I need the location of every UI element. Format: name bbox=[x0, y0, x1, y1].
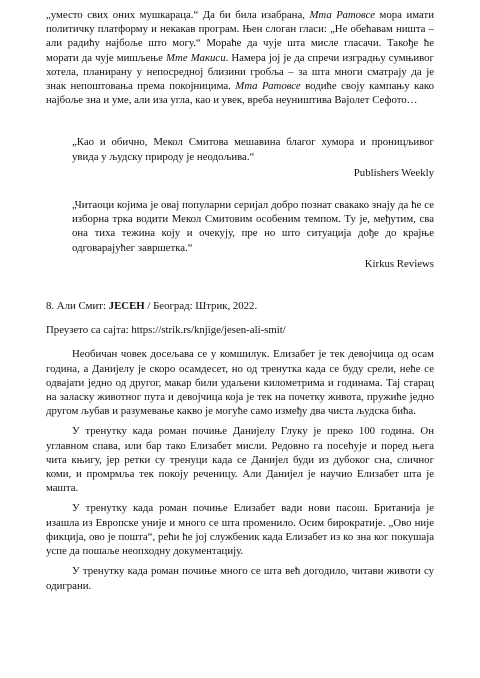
book-title: ЈЕСЕН bbox=[108, 300, 145, 313]
body-paragraph-2: У тренутку када роман почиње Данијелу Глуку је преко 100 година. Он углавном спава, или бар тако Елизабет мисли. Редовно га посећује и поред њега чита књигу, јер ретки су тренуци када се Данијел буди из дубоког сна, сличног коми, и промрмља тек покоју реченицу. Али Данијел је научио Елизабет шта је машта. bbox=[46, 425, 434, 495]
body-paragraph-3: У тренутку када роман почиње Елизабет вади нови пасош. Британија је изашла из Европске уније и много се шта променило. Осим бирократије. „Ово није фикција, ово је пошта“, рећи ће јој службеник када Елизабет из ко зна ког покушаја успе да пошаље неопходну документацију. bbox=[46, 502, 434, 558]
book-entry-heading bbox=[46, 299, 434, 313]
text-run: „уместо свих оних мушкараца.“ Да би била изабрана, bbox=[46, 9, 310, 21]
body-paragraph-4: У тренутку када роман почиње много се шта већ догодило, читави животи су одиграни. bbox=[46, 565, 434, 592]
source-line: Преузето са сајта: https://strik.rs/knjige/jesen-ali-smit/ bbox=[46, 324, 286, 337]
entry-prefix: 8. Али Смит: bbox=[46, 300, 109, 313]
intro-paragraph bbox=[46, 8, 434, 107]
review-source-1: Publishers Weekly bbox=[353, 166, 434, 179]
text-run: водиће своју кампању како најбоље зна и уме, али иза угла, као и увек, вреба неуништива Ваjолет Сефото… bbox=[46, 80, 434, 107]
italic-name: Мте Макиси bbox=[166, 51, 226, 64]
review-quote-2: „Читаоци којима је овај популарни серијал добро познат свакако знају да ће се изборна трка водити Мекол Смитовим особеним темпом. Ту је, међутим, сва она тиха тежина коју и очекују, пре но што ситуација дође до крајње одговарајућег завршетка.“ bbox=[72, 199, 434, 254]
text-run: . Намера јој је да спречи изградњу сумњивог хотела, планирану у непосредној близини гробља – за шта многи сматрају да је знак непоштовања према покојницима. bbox=[46, 51, 434, 93]
italic-name: Мта Ратовсе bbox=[309, 9, 376, 21]
text-run: мора имати политичку платформу и некакав програм. Њен слоган гласи: „Не обећавам ништа – али радићу најбоље што могу.“ Мораће да чује шта мисле гласачи. Такође ће морати да чује мишљење bbox=[46, 9, 434, 64]
review-source-2: Kirkus Reviews bbox=[364, 257, 434, 270]
review-quote-1: „Као и обично, Мекол Смитова мешавина благог хумора и проницљивог увида у људску природу је неодољива.“ bbox=[72, 136, 434, 163]
entry-suffix: / Београд: Штрик, 2022. bbox=[144, 300, 258, 313]
italic-name: Мта Ратовсе bbox=[235, 80, 301, 93]
body-paragraph-1: Необичан човек досељава се у комшилук. Елизабет је тек девојчица од осам година, а Данијелу је скоро осамдесет, но од тренутка када се буду срели, неће се одвајати једно од другог, макар били удаљени километрима и годинама. Тај старац на заласку животног пута и девојчица која је тек на почетку живота, пружиће једно другом љубав и разумевање какво је могуће само између два чиста људска бића. bbox=[46, 348, 434, 418]
